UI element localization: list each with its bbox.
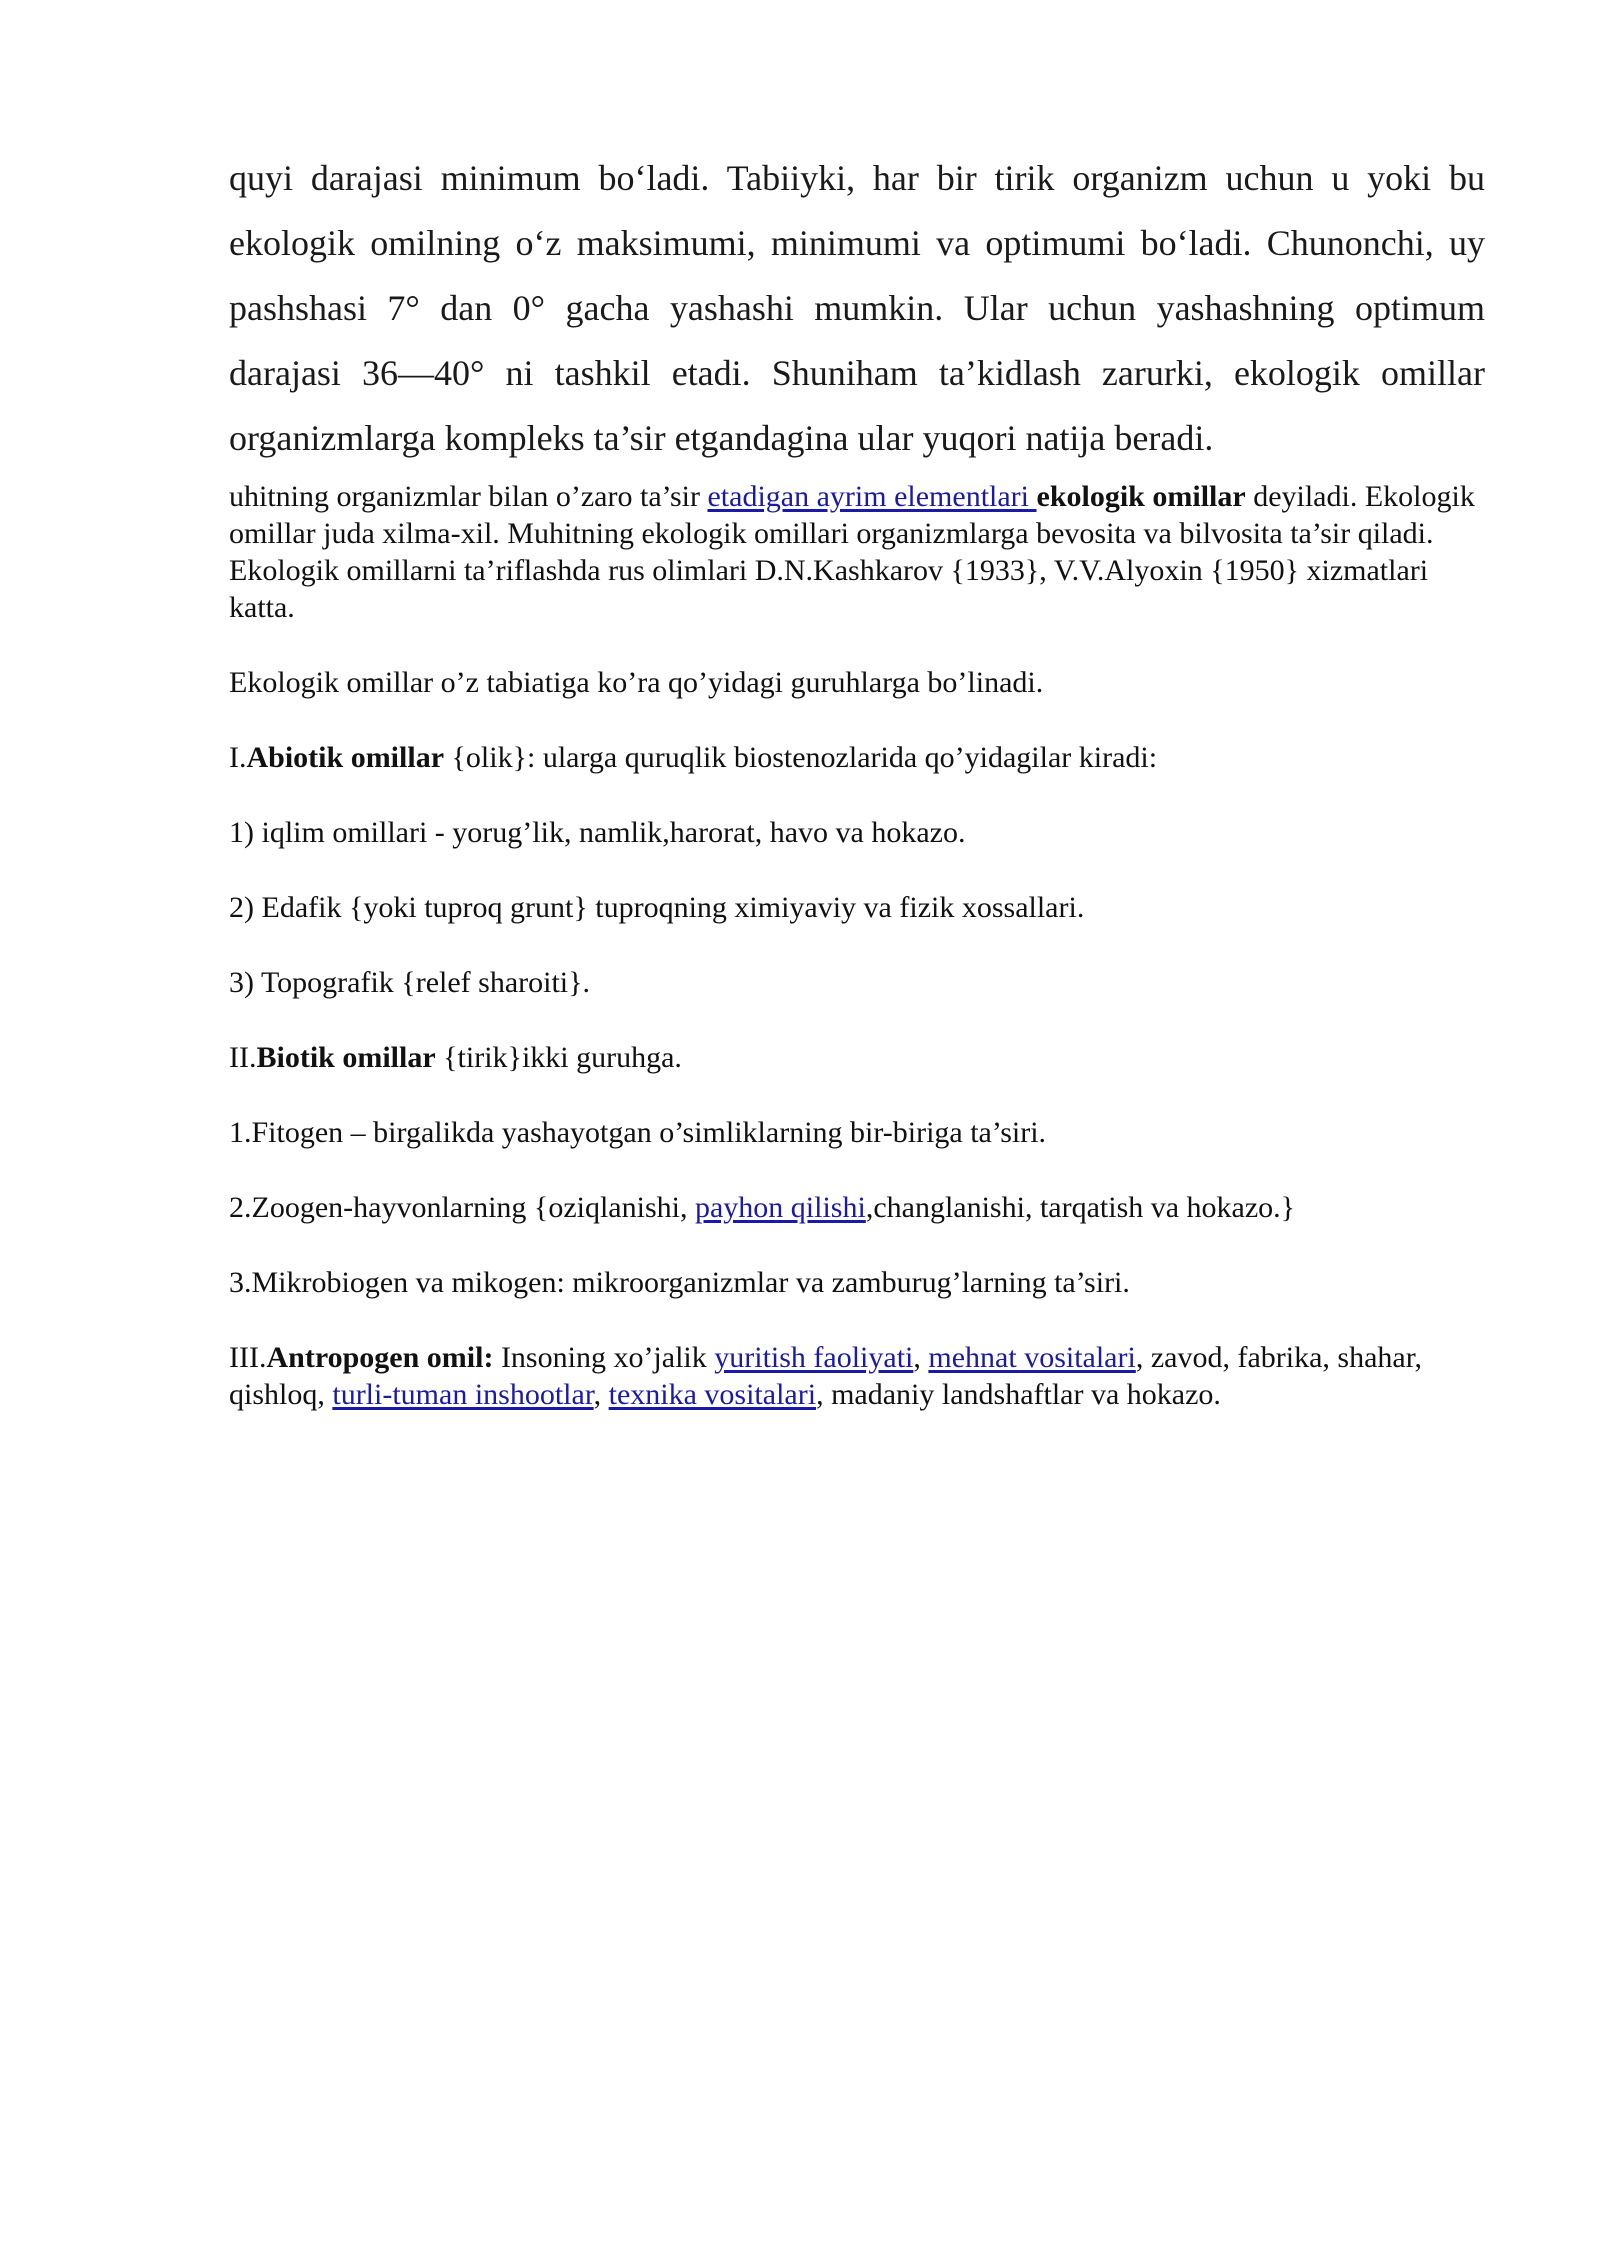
biotic-item-text: 1.Fitogen – birgalikda yashayotgan o’simliklarning bir-biriga ta’siri. (229, 1116, 1047, 1149)
anthropogenic-paragraph (229, 1339, 1489, 1413)
link-turli-tuman-inshootlar[interactable]: turli-tuman inshootlar (332, 1378, 594, 1411)
abiotic-item-1 (229, 814, 1489, 851)
biotic-item-text-2: ,changlanishi, tarqatish va hokazo.} (865, 1191, 1296, 1224)
anthropogenic-prefix: III. (229, 1341, 267, 1374)
biotic-item-2 (229, 1189, 1489, 1226)
definition-text-2: deyiladi. Ekologik omillar juda xilma-xil. Muhitning ekologik omillari organizmlarga bevosita va bilvosita ta’sir qiladi. Ekologik omillarni ta’riflashda rus olimlari D.N.Kashkarov {1933}, V.V.Alyoxin {1950} xizmatlari katta. (229, 480, 1475, 624)
abiotic-item-3 (229, 964, 1489, 1001)
abiotic-heading (229, 739, 1489, 776)
biotic-item-1 (229, 1114, 1489, 1151)
definition-term: ekologik omillar (1036, 480, 1246, 513)
anthropogenic-sep-2: , (593, 1378, 609, 1411)
biotic-item-3 (229, 1264, 1489, 1301)
abiotic-item-2 (229, 889, 1489, 926)
anthropogenic-sep-1: , (913, 1341, 929, 1374)
biotic-title: Biotik omillar (256, 1041, 436, 1074)
biotic-item-text: 3.Mikrobiogen va mikogen: mikroorganizmlar va zamburug’larning ta’siri. (229, 1266, 1130, 1299)
division-text: Ekologik omillar o’z tabiatiga ko’ra qo’yidagi guruhlarga bo’linadi. (229, 666, 1044, 699)
intro-paragraph (229, 146, 1485, 471)
biotic-heading (229, 1039, 1489, 1076)
abiotic-title: Abiotik omillar (246, 741, 445, 774)
definition-text-1: uhitning organizmlar bilan o’zaro ta’sir (229, 480, 708, 513)
link-yuritish-faoliyati[interactable]: yuritish faoliyati (714, 1341, 914, 1374)
link-mehnat-vositalari[interactable]: mehnat vositalari (928, 1341, 1136, 1374)
link-payhon-qilishi[interactable]: payhon qilishi (694, 1191, 866, 1224)
intro-text: quyi darajasi minimum bo‘ladi. Tabiiyki, har bir tirik organizm uchun u yoki bu ekologik omilning o‘z maksimumi, minimumi va optimumi bo‘ladi. Chunonchi, uy pashshasi 7° dan 0° gacha yashashi mumkin. Ular uchun yashashning optimum darajasi 36—40° ni tashkil etadi. Shuniham ta’kidlash zarurki, ekologik omillar organizmlarga kompleks ta’sir etgandagina ular yuqori natija beradi. (229, 158, 1485, 458)
anthropogenic-text-1: Insoning xo’jalik (493, 1341, 715, 1374)
anthropogenic-title: Antropogen omil: (266, 1341, 494, 1374)
abiotic-prefix: I. (229, 741, 247, 774)
link-ayrim-elementlari[interactable]: etadigan ayrim elementlari (707, 480, 1037, 513)
anthropogenic-text-3: , madaniy landshaftlar va hokazo. (816, 1378, 1221, 1411)
abiotic-rest: {olik}: ularga quruqlik biostenozlarida qo’yidagilar kiradi: (444, 741, 1158, 774)
anthropogenic-text-2: , zavod, fabrika, shahar, qishloq, (229, 1341, 1422, 1411)
link-texnika-vositalari[interactable]: texnika vositalari (608, 1378, 817, 1411)
main-content (229, 478, 1489, 1451)
biotic-item-text-1: 2.Zoogen-hayvonlarning {oziqlanishi, (229, 1191, 695, 1224)
definition-paragraph (229, 478, 1489, 626)
biotic-rest: {tirik}ikki guruhga. (435, 1041, 682, 1074)
biotic-prefix: II. (229, 1041, 257, 1074)
division-paragraph (229, 664, 1489, 701)
abiotic-item-text: 2) Edafik {yoki tuproq grunt} tuproqning ximiyaviy va fizik xossallari. (229, 891, 1085, 924)
abiotic-item-text: 3) Topografik {relef sharoiti}. (229, 966, 591, 999)
abiotic-item-text: 1) iqlim omillari - yorug’lik, namlik,harorat, havo va hokazo. (229, 816, 966, 849)
